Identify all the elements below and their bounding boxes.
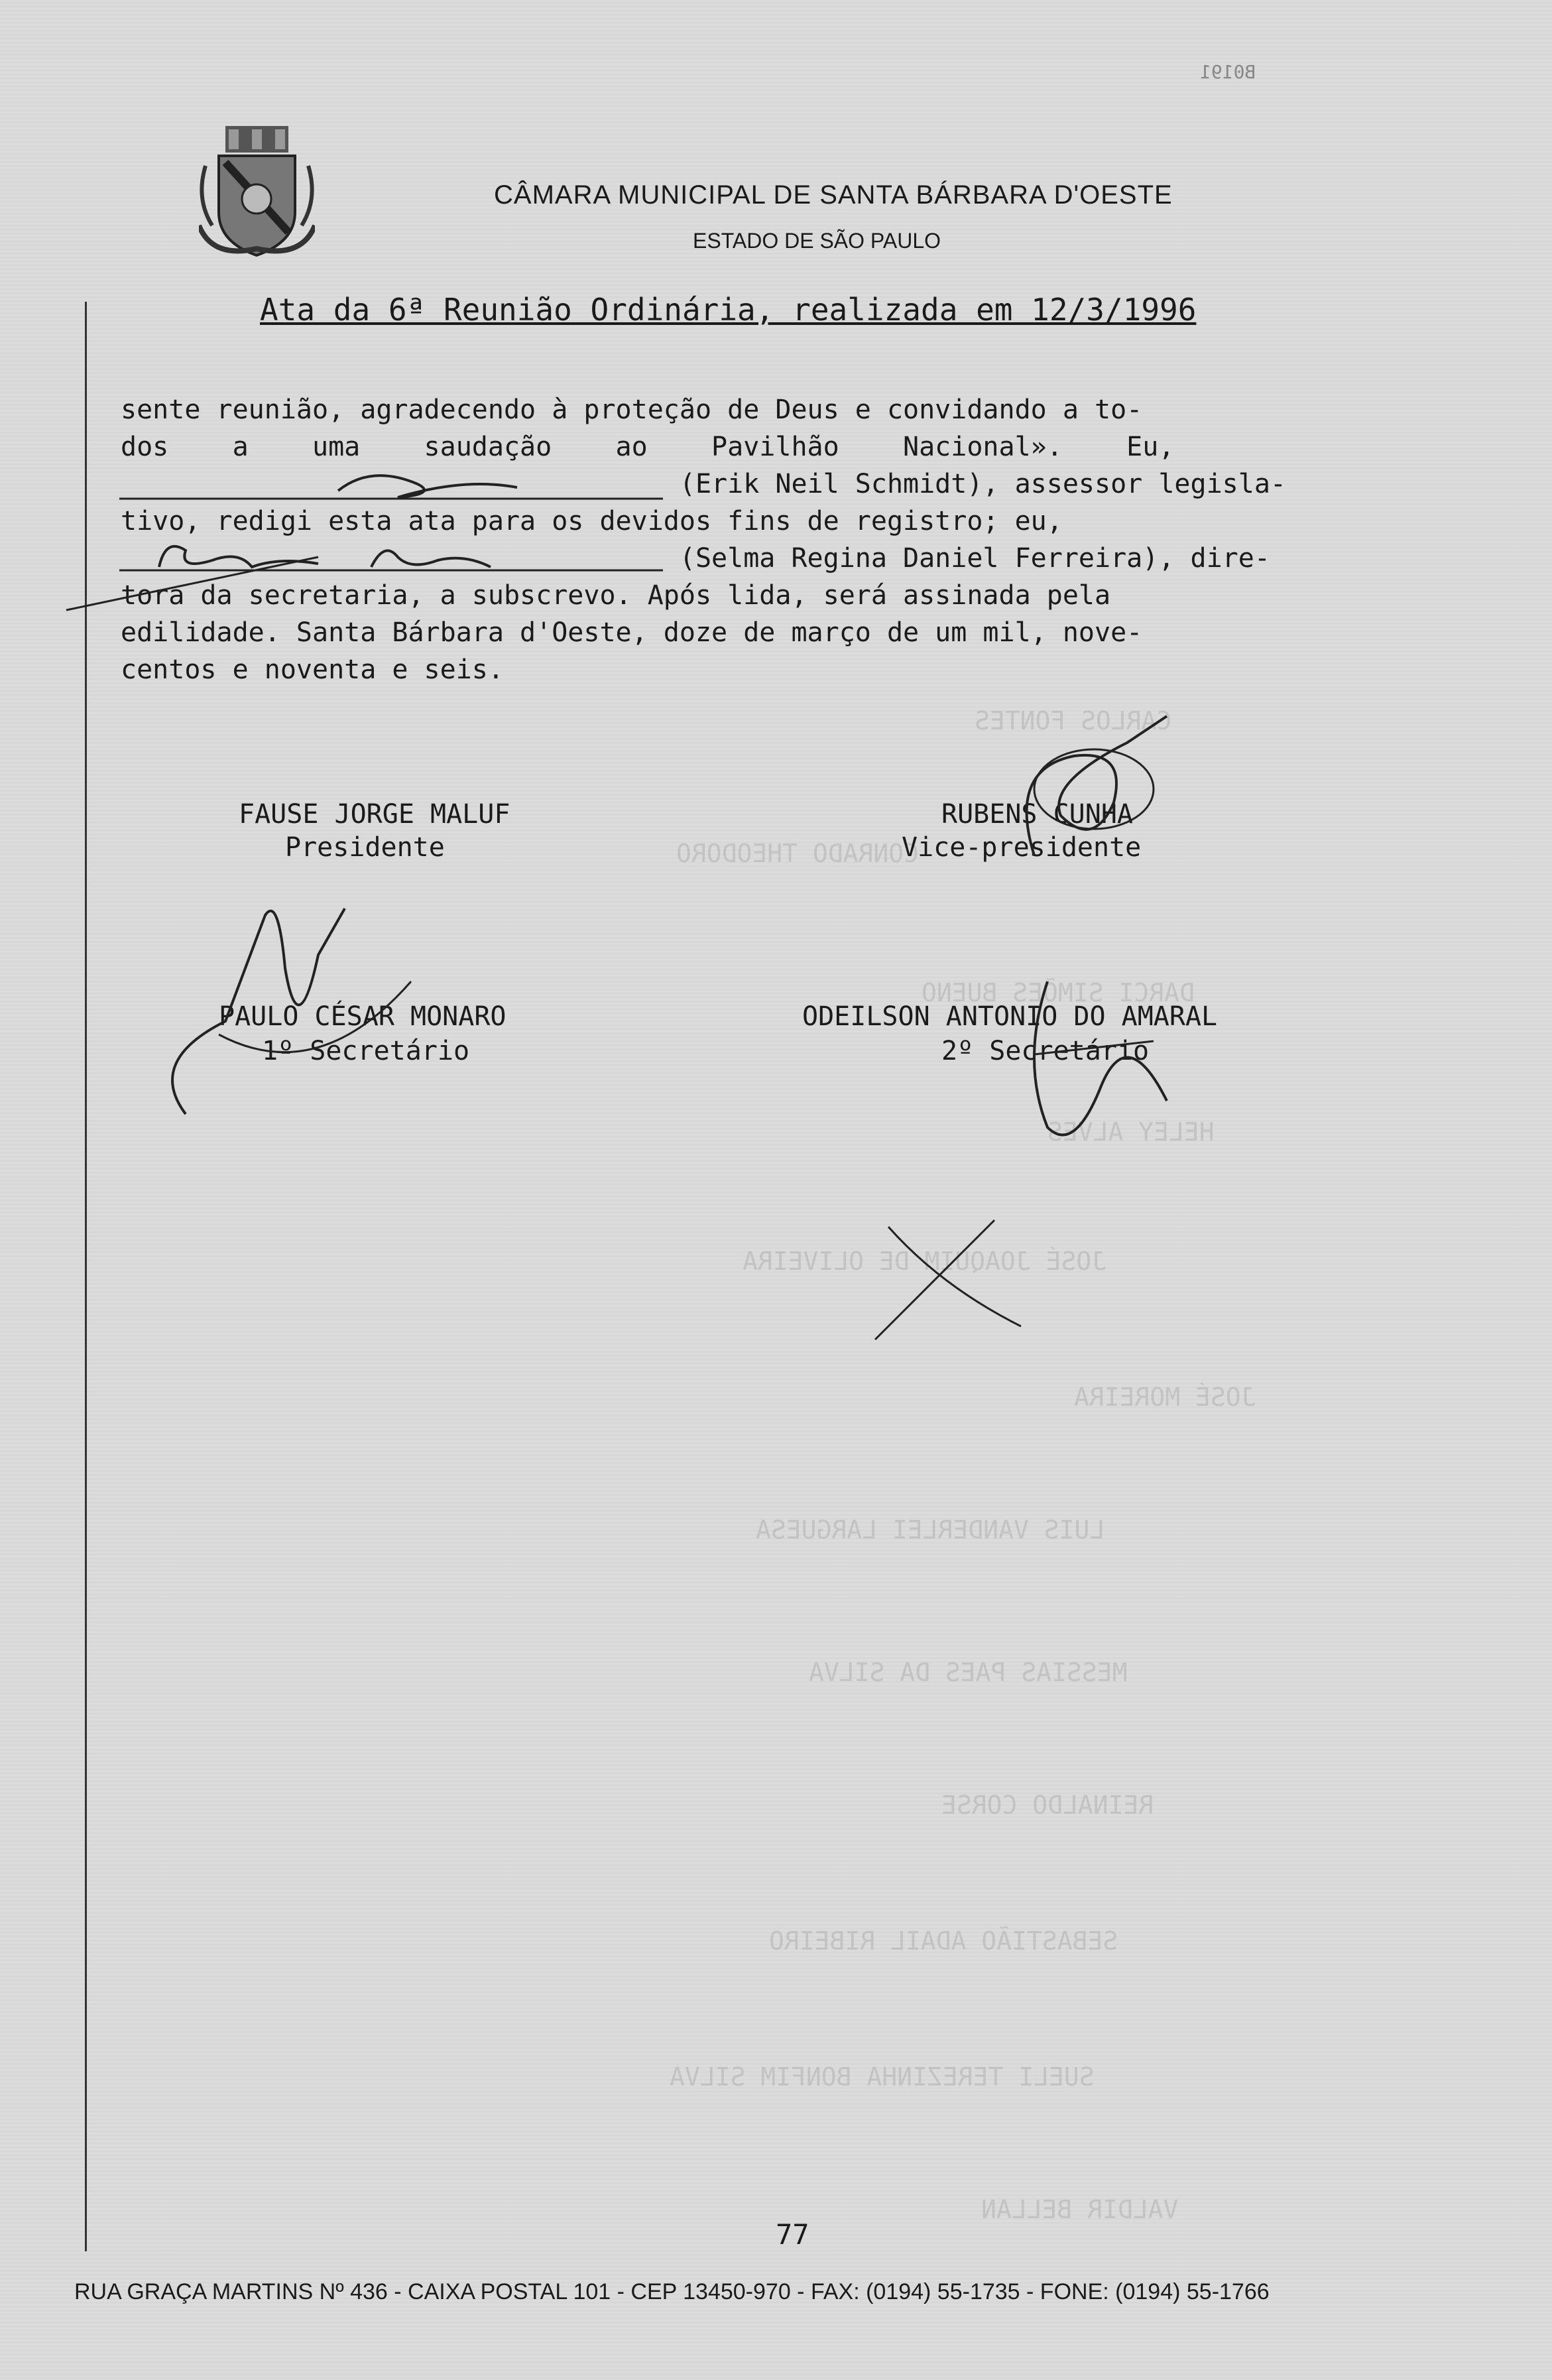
show-through-name: CARLOS FONTES [975, 706, 1172, 735]
signatory-name: RUBENS CUNHA [941, 799, 1133, 830]
margin-line [85, 302, 87, 2251]
handwritten-signature [994, 703, 1193, 875]
show-through-name: JOSÉ MOREIRA [1074, 1383, 1256, 1412]
show-through-name: CONRADO THEODORO [676, 839, 920, 868]
municipal-crest-icon [199, 126, 315, 259]
body-line: (Erik Neil Schmidt), assessor legisla- [121, 469, 1286, 499]
show-through-name: DARCI SIMÕES BUENO [922, 978, 1195, 1007]
body-line: centos e noventa e seis. [121, 655, 504, 685]
footer-address: RUA GRAÇA MARTINS Nº 436 - CAIXA POSTAL 101 - CEP 13450-970 - FAX: (0194) 55-1735 - FONE: (0194) 55-1766 [74, 2279, 1270, 2304]
show-through-name: HELEY ALVES [1047, 1117, 1215, 1147]
body-line: dos a uma saudação ao Pavilhão Nacional». Eu, [121, 432, 1175, 462]
signatory-role: 2º Secretário [941, 1036, 1150, 1066]
header-subtitle: ESTADO DE SÃO PAULO [693, 229, 941, 253]
body-line: sente reunião, agradecendo à proteção de Deus e convidando a to- [121, 395, 1143, 425]
page-number: 77 [776, 2218, 809, 2251]
signatory-role: Vice-presidente [902, 832, 1142, 863]
header-title: CÂMARA MUNICIPAL DE SANTA BÁRBARA D'OESTE [494, 180, 1173, 210]
signatory-name: FAUSE JORGE MALUF [239, 799, 510, 830]
signatory-name: PAULO CÉSAR MONARO [219, 1001, 507, 1032]
body-line: tivo, redigi esta ata para os devidos fins de registro; eu, [121, 506, 1063, 536]
body-line: edilidade. Santa Bárbara d'Oeste, doze de março de um mil, nove- [121, 617, 1143, 648]
stamp-number: B0191 [1200, 61, 1256, 83]
signatory-role: Presidente [285, 832, 445, 863]
signatory-role: 1º Secretário [262, 1036, 470, 1066]
body-line: (Selma Regina Daniel Ferreira), dire- [121, 543, 1270, 574]
show-through-name: LUIS VANDERLEI LARGUESA [756, 1515, 1105, 1544]
handwritten-signature [146, 889, 424, 1127]
show-through-name: VALDIR BELLAN [981, 2195, 1179, 2224]
secretary-signature [119, 531, 676, 584]
show-through-name: SEBASTIÃO ADAIL RIBEIRO [769, 1926, 1118, 1956]
signatory-name: ODEILSON ANTONIO DO AMARAL [802, 1001, 1218, 1032]
document-title: Ata da 6ª Reunião Ordinária, realizada em 12/3/1996 [260, 292, 1197, 328]
show-through-name: JOSÉ JOAQUIM DE OLIVEIRA [743, 1247, 1107, 1276]
assessor-signature [119, 458, 676, 511]
show-through-name: MESSIAS PAES DA SILVA [809, 1658, 1128, 1687]
body-line: tora da secretaria, a subscrevo. Após lida, será assinada pela [121, 580, 1111, 611]
handwritten-signature [994, 955, 1193, 1154]
show-through-name: REINALDO CORSE [941, 1790, 1154, 1820]
handwritten-signature [862, 1207, 1034, 1353]
show-through-name: SUELI TEREZINHA BONFIM SILVA [670, 2062, 1095, 2092]
